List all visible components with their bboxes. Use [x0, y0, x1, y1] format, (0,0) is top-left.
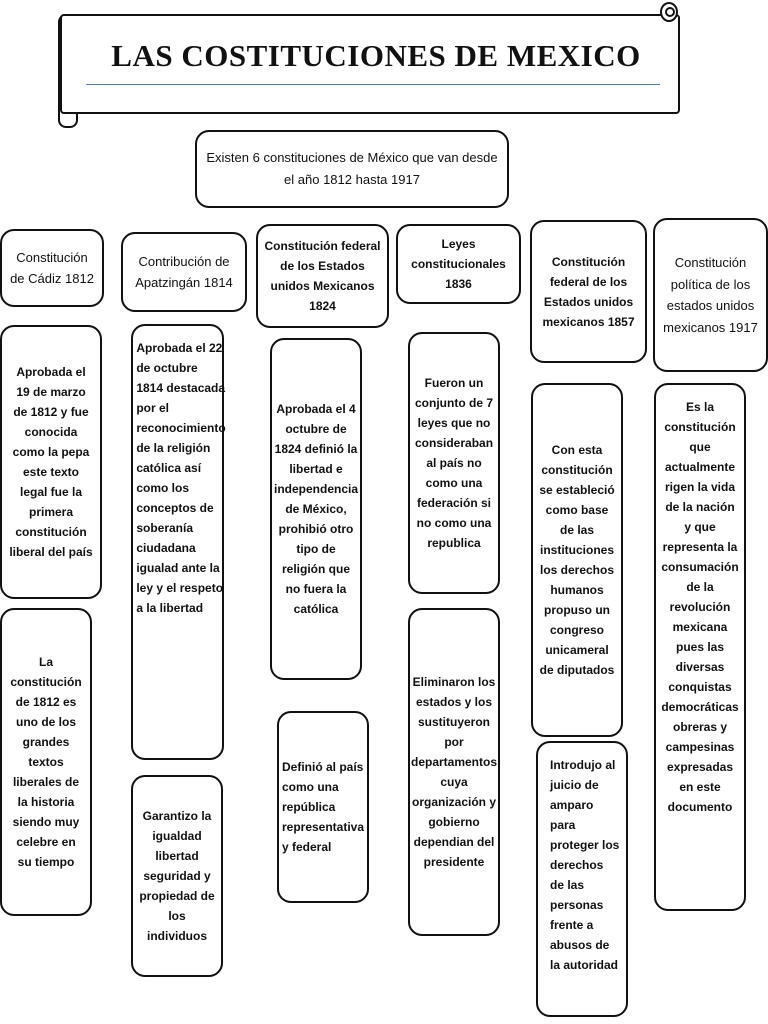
note-box-1836-2: [408, 608, 500, 936]
note-box-1857-1: [531, 383, 623, 737]
note-1814-2: Garantizo la igualdad libertad seguridad y propiedad de los individuos: [139, 809, 215, 943]
note-1917-1: Es la constitución que actualmente rigen la vida de la nación y que representa la consumación de la revolución mexicana pues las diversas conquistas democráticas obreras y campesinas expresadas en este documento: [661, 400, 739, 814]
note-1812-2: La constitución de 1812 es uno de los grandes textos liberales de la historia siendo muy celebre en su tiempo: [10, 655, 82, 869]
note-1836-2: Eliminaron los estados y los sustituyeron por departamentos cuya organización y gobierno dependian del presidente: [410, 675, 498, 869]
note-box-1814-1: [131, 324, 224, 760]
title-underline: [86, 84, 660, 85]
heading-1857: Constitución federal de los Estados unidos mexicanos 1857: [542, 254, 635, 329]
note-1812-1: Aprobada el 19 de marzo de 1812 y fue conocida como la pepa este texto legal fue la primera constitución liberal del país: [9, 365, 93, 559]
heading-box-1917: [653, 218, 768, 372]
note-box-1812-1: [0, 325, 102, 599]
note-box-1824-1: [270, 338, 362, 680]
note-box-1917-1: [654, 383, 746, 911]
note-1857-1: Con esta constitución se estableció como base de las instituciones los derechos humanos propuso un congreso unicameral de diputados: [539, 443, 615, 677]
note-box-1857-2: [536, 741, 628, 1017]
intro-box: [195, 130, 509, 208]
note-box-1836-1: [408, 332, 500, 594]
heading-box-1814: [121, 232, 247, 312]
heading-1836: Leyes constitucionales 1836: [411, 237, 506, 291]
scroll-right-curl: [660, 2, 678, 22]
heading-1814: Contribución de Apatzingán 1814: [135, 254, 233, 290]
note-1824-2: Definió al país como una república representativa y federal: [281, 760, 365, 854]
note-1824-1: Aprobada el 4 octubre de 1824 definió la libertad e independencia de México, prohibió otro tipo de religión que no fuera la católica: [274, 402, 359, 616]
heading-box-1836: [396, 224, 521, 304]
intro-text: Existen 6 constituciones de México que van desde el año 1812 hasta 1917: [206, 150, 498, 187]
note-box-1812-2: [0, 608, 92, 916]
heading-1824: Constitución federal de los Estados unidos Mexicanos 1824: [264, 239, 381, 313]
heading-box-1824: [256, 224, 389, 328]
note-1836-1: Fueron un conjunto de 7 leyes que no consideraban al país no como una federación si no como una republica: [415, 376, 494, 550]
page-title: LAS COSTITUCIONES DE MEXICO: [111, 38, 641, 73]
heading-box-1857: [530, 220, 647, 363]
heading-1812: Constitución de Cádiz 1812: [10, 250, 94, 286]
note-box-1814-2: [131, 775, 223, 977]
heading-1917: Constitución política de los estados unidos mexicanos 1917: [663, 255, 758, 335]
note-box-1824-2: [277, 711, 369, 903]
heading-box-1812: [0, 229, 104, 307]
note-1814-1: Aprobada el 22 de octubre 1814 destacada por el reconocimiento de la religión católica así como los conceptos de soberanía ciudadana igualad ante la ley y el respeto a la libertad: [136, 341, 226, 615]
note-1857-2: Introdujo al juicio de amparo para proteger los derechos de las personas frente a abusos de la autoridad: [550, 758, 620, 972]
